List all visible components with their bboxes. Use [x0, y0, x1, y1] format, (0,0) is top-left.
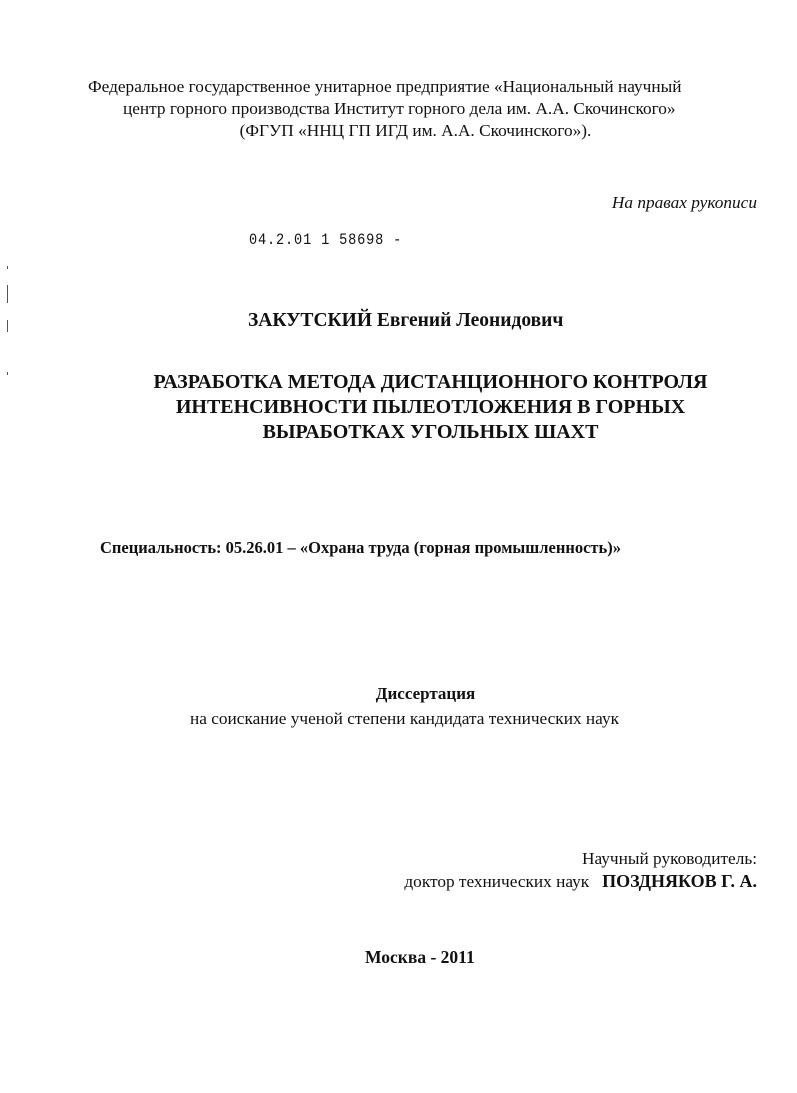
city-year: Москва - 2011 — [365, 947, 475, 967]
supervisor-line — [404, 871, 757, 892]
organization-line-1: Федеральное государственное унитарное предприятие «Национальный научный — [88, 77, 682, 96]
organization-line-3: (ФГУП «ННЦ ГП ИГД им. А.А. Скочинского»). — [239, 121, 592, 140]
supervisor-name: ПОЗДНЯКОВ Г. А. — [602, 871, 757, 891]
author-name: ЗАКУТСКИЙ Евгений Леонидович — [248, 310, 564, 331]
degree-line: на соискание ученой степени кандидата технических наук — [190, 709, 619, 728]
organization-line-2: центр горного производства Институт горного дела им. А.А. Скочинского» — [123, 99, 676, 118]
supervisor-label: Научный руководитель: — [582, 849, 757, 868]
title-line-3: ВЫРАБОТКАХ УГОЛЬНЫХ ШАХТ — [262, 421, 599, 443]
scan-mark — [7, 320, 8, 332]
title-line-1: РАЗРАБОТКА МЕТОДА ДИСТАНЦИОННОГО КОНТРОЛЯ — [153, 371, 708, 393]
specialty: Специальность: 05.26.01 – «Охрана труда (горная промышленность)» — [100, 538, 621, 557]
supervisor-degree: доктор технических наук — [404, 872, 590, 891]
title-line-2: ИНТЕНСИВНОСТИ ПЫЛЕОТЛОЖЕНИЯ В ГОРНЫХ — [175, 396, 686, 418]
scan-mark — [7, 285, 8, 303]
registration-stamp: 04.2.01 1 58698 - — [249, 231, 403, 249]
manuscript-note: На правах рукописи — [611, 193, 757, 212]
work-type: Диссертация — [375, 684, 476, 703]
scan-mark — [7, 266, 8, 269]
